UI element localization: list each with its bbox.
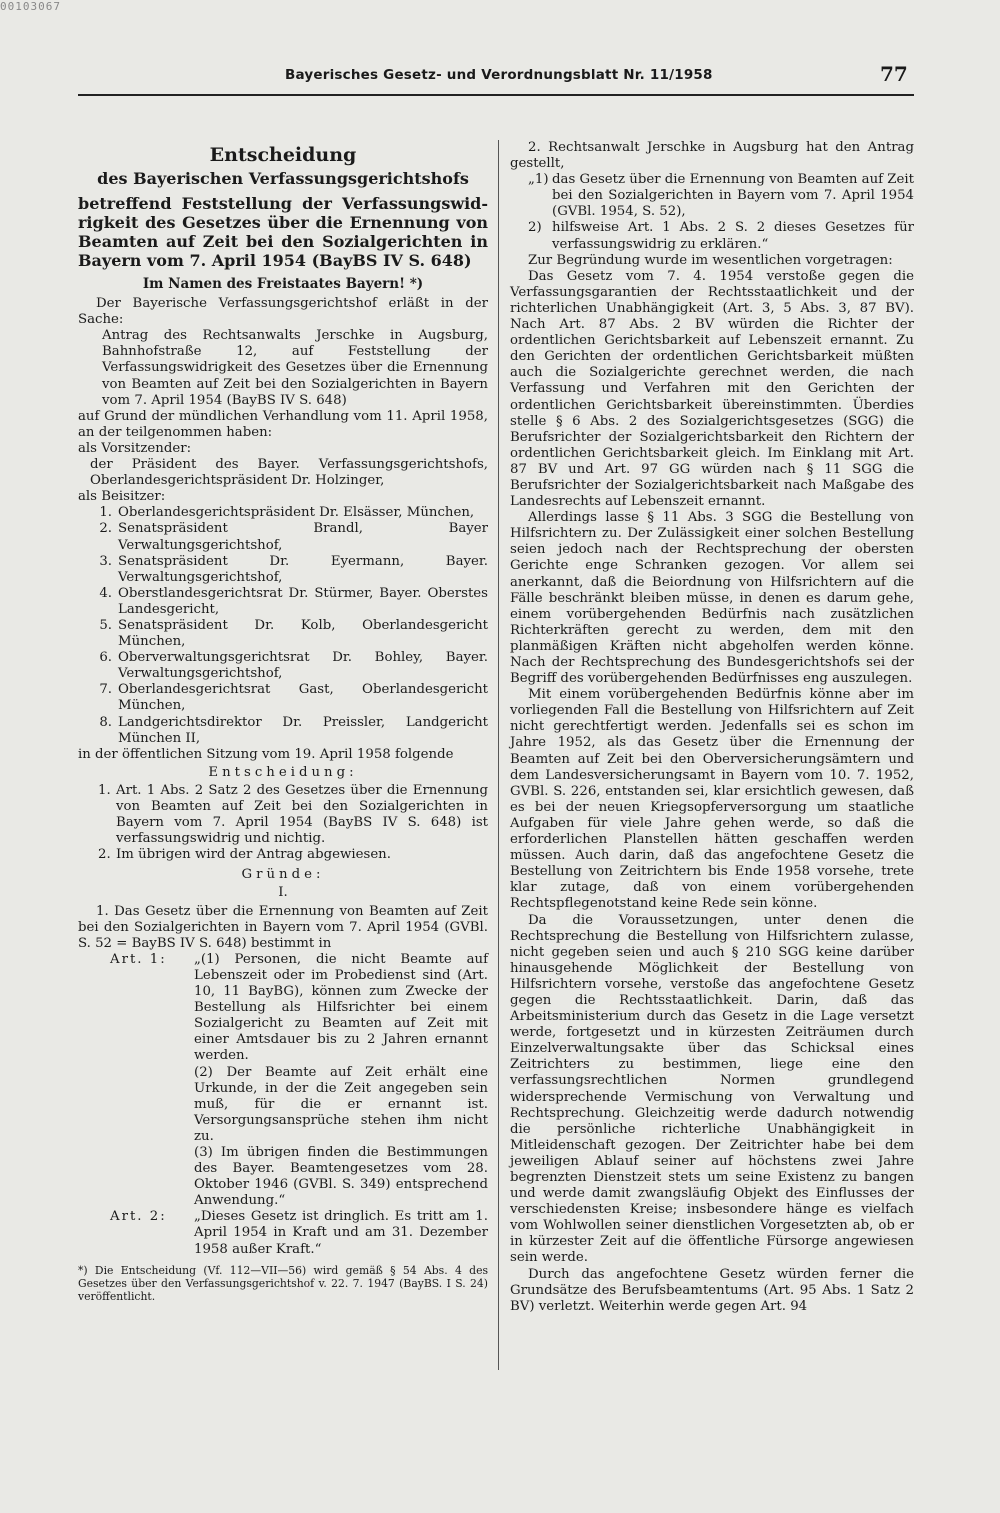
column-divider (498, 140, 499, 1370)
section-number: I. (278, 885, 288, 901)
list-item: 2) hilfsweise Art. 1 Abs. 2 S. 2 dieses Gesetzes für verfassungswidrig zu erklären.“ (528, 220, 914, 252)
article-1 (78, 952, 488, 1210)
body-paragraph: Allerdings lasse § 11 Abs. 3 SGG die Bestellung von Hilfsrichtern zu. Der Zulässigkeit einer solchen Bestellung seien jedoch nach der Rechtsprechung der obersten Gerichte enge Schranken gezogen. Vor allem sei anerkannt, daß die Beiordnung von Hilfsrichtern auf die Fälle beschränkt bleiben müsse, in denen es darum gehe, einem vorübergehenden Bedürfnis nach zusätzlichen Richterkräften gerecht zu werden, dem mit den planmäßigen Kräften nicht abgeholfen werden könne. Nach der Rechtsprechung des Bundesgerichtshofs sei der Begriff des vorübergehenden Bedürfnisses eng auszulegen. (510, 510, 914, 687)
members-list (78, 505, 488, 746)
left-column (78, 140, 488, 1303)
running-title: Bayerisches Gesetz- und Verordnungsblatt Nr. 11/1958 (285, 67, 713, 83)
article-label: Art. 2: (110, 1209, 167, 1225)
list-item: 5. Senatspräsident Dr. Kolb, Oberlandesgericht München, (99, 617, 488, 650)
body-paragraph: Da die Voraussetzungen, unter denen die Rechtsprechung die Bestellung von Hilfsrichtern zulasse, nicht gegeben seien und auch § 210 SGG keine darüber hinausgehende Möglichkeit der Bestellung von Hilfsrichtern vorsehe, verstoße das angefochtene Gesetz gegen die Rechtsstaatlichkeit. Darin, daß das Arbeitsministerium durch das Gesetz in die Lage versetzt werde, fortgesetzt und in kürzesten Zeiträumen durch Einzelverwaltungsakte über das Schicksal eines Zeitrichters zu bestimmen, liege eine den verfassungsrechtlichen Normen grundlegend widersprechende Vermischung von Verwaltung und Rechtsprechung. Gleichzeitig werde dadurch notwendig die persönliche richterliche Unabhängigkeit in Mitleidenschaft gezogen. Der Zeitrichter habe bei dem jeweiligen Ablauf seiner auf höchstens zwei Jahre begrenzten Dienstzeit stets um seine Existenz zu bangen und werde damit zwangsläufig Objekt des Einflusses der verschiedensten Kreise; insbesondere hänge es vielfach vom Wohlwollen seiner dienstlichen Vorgesetzten ab, ob er in kürzester Zeit auf die öffentliche Fürsorge angewiesen sein werde. (510, 912, 914, 1266)
request-intro: 2. Rechtsanwalt Jerschke in Augsburg hat den Antrag gestellt, (510, 140, 914, 172)
reasons-intro: 1. Das Gesetz über die Ernennung von Beamten auf Zeit bei den Sozialgerichten in Bayern vom 7. April 1954 (GVBl. S. 52 = BayBS IV S. 648) bestimmt in (78, 903, 488, 951)
entscheidung-heading: Entscheidung: (208, 764, 358, 780)
body-paragraph: Mit einem vorübergehenden Bedürfnis könne aber im vorliegenden Fall die Bestellung von Hilfsrichtern auf Zeit nicht gerechtfertigt werden. Jedenfalls sei es schon im Jahre 1952, als das Gesetz über die Ernennung der Beamten auf Zeit bei den Oberversicherungsämtern und dem Landesversicherungsamt in Bayern vom 10. 7. 1952, GVBl. S. 226, entstanden sei, klar ersichtlich gewesen, daß es bei der neuen Kriegsopferversorgung um staatliche Aufgaben für viele Jahre gehen werde, so daß die erforderlichen Planstellen hätten geschaffen werden müssen. Auch darin, daß das angefochtene Gesetz die Bestellung von Zeitrichtern bis Ende 1958 vorsehe, trete klar zutage, daß von einem vorübergehenden Rechtspflegenotstand keine Rede sein könne. (510, 687, 914, 912)
article-paragraph: (2) Der Beamte auf Zeit erhält eine Urkunde, in der die Zeit angegeben sein muß, für die er ernannt ist. Versorgungsansprüche stehen ihm nicht zu. (194, 1064, 488, 1144)
decision-subject (78, 194, 488, 270)
list-item: 1. Art. 1 Abs. 2 Satz 2 des Gesetzes über die Ernennung von Beamten auf Zeit bei den Sozialgerichten in Bayern vom 7. April 1954 (BayBS IV S. 648) ist verfassungswidrig und nichtig. (98, 782, 488, 847)
archive-mark: 00103067 (0, 0, 61, 13)
intro-text: Der Bayerische Verfassungsgerichtshof erläßt in der Sache: (78, 296, 488, 328)
session-text: in der öffentlichen Sitzung vom 19. April 1958 folgende (78, 746, 454, 762)
body-paragraph: Das Gesetz vom 7. 4. 1954 verstoße gegen die Verfassungsgarantien der Rechtsstaatlichkeit und der richterlichen Unabhängigkeit (Art. 3, 5 Abs. 3, 87 BV). Nach Art. 87 Abs. 2 BV würden die Richter der ordentlichen Gerichtsbarkeit auf Lebenszeit ernannt. Zu den Gerichten der ordentlichen Gerichtsbarkeit müßten auch die Sozialgerichte gerechnet werden, die nach Verfassung und Verfahren mit den Gerichten der ordentlichen Gerichtsbarkeit übereinstimmten. Überdies stelle § 6 Abs. 2 des Sozialgerichtsgesetzes (SGG) die Berufsrichter der Sozialgerichtsbarkeit den Richtern der ordentlichen Gerichtsbarkeit gleich. Im Einklang mit Art. 87 BV und Art. 97 GG würden nach § 11 SGG die Berufsrichter der Sozialgerichtsbarkeit nach Maßgabe des Landesrechts auf Lebenszeit ernannt. (510, 268, 914, 510)
list-item: 6. Oberverwaltungsgerichtsrat Dr. Bohley, Bayer. Verwaltungsgerichtshof, (99, 650, 488, 682)
subject-line: rigkeit des Gesetzes über die Ernennung von (78, 213, 488, 232)
list-item: 1. Oberlandesgerichtspräsident Dr. Elsässer, München, (99, 505, 475, 521)
list-item: 7. Oberlandesgerichtsrat Gast, Oberlandesgericht München, (99, 682, 488, 714)
subject-line: betreffend Feststellung der Verfassungswid- (78, 194, 488, 213)
body-paragraph: Durch das angefochtene Gesetz würden ferner die Grundsätze des Berufsbeamtentums (Art. 95 Abs. 1 Satz 2 BV) verletzt. Weiterhin werde gegen Art. 94 (510, 1266, 914, 1314)
article-2 (78, 1209, 488, 1257)
footnote: *) Die Entscheidung (Vf. 112—VII—56) wird gemäß § 54 Abs. 4 des Gesetzes über den Verfassungsgerichtshof v. 22. 7. 1947 (BayBS. I S. 24) veröffentlicht. (78, 1263, 488, 1303)
list-item: „1) das Gesetz über die Ernennung von Beamten auf Zeit bei den Sozialgerichten in Bayern vom 7. April 1954 (GVBl. 1954, S. 52), (528, 172, 914, 220)
in-name-of-people: Im Namen des Freistaates Bayern! *) (142, 276, 424, 292)
right-column (510, 140, 914, 1315)
rulings-list (78, 783, 488, 863)
list-item: 2. Senatspräsident Brandl, Bayer Verwaltungsgerichtshof, (99, 521, 488, 553)
requests-list (510, 172, 914, 252)
list-item: 8. Landgerichtsdirektor Dr. Preissler, Landgericht München II, (99, 714, 488, 746)
page-number: 77 (880, 62, 908, 86)
article-paragraph: „(1) Personen, die nicht Beamte auf Lebenszeit oder im Probedienst sind (Art. 10, 11 BayBG), können zum Zwecke der Bestellung als Hilfsrichter bei einem Sozialgericht zu Beamten auf Zeit mit einer Amtsdauer bis zu 2 Jahren ernannt werden. (194, 951, 488, 1064)
assessors-label: als Beisitzer: (78, 489, 166, 505)
chair-label: als Vorsitzender: (78, 440, 192, 456)
gruende-heading: Gründe: (241, 867, 325, 883)
article-paragraph: (3) Im übrigen finden die Bestimmungen des Bayer. Beamtengesetzes vom 28. Oktober 1946 (GVBl. S. 349) entsprechend Anwendung.“ (194, 1144, 488, 1209)
decision-title: Entscheidung (209, 144, 357, 166)
subject-line: Beamten auf Zeit bei den Sozialgerichten in (78, 232, 488, 251)
header-rule (78, 94, 914, 96)
article-paragraph: „Dieses Gesetz ist dringlich. Es tritt am 1. April 1954 in Kraft und am 31. Dezember 1958 außer Kraft.“ (194, 1209, 488, 1257)
court-subtitle: des Bayerischen Verfassungsgerichtshofs (97, 169, 469, 188)
list-item: 4. Oberstlandesgerichtsrat Dr. Stürmer, Bayer. Oberstes Landesgericht, (99, 585, 488, 617)
hearing-text: auf Grund der mündlichen Verhandlung vom 11. April 1958, an der teilgenommen haben: (78, 408, 488, 440)
reasoning-intro: Zur Begründung wurde im wesentlichen vorgetragen: (528, 252, 893, 268)
subject-line: Bayern vom 7. April 1954 (BayBS IV S. 648) (78, 251, 472, 270)
article-label: Art. 1: (110, 951, 167, 967)
list-item: 3. Senatspräsident Dr. Eyermann, Bayer. Verwaltungsgerichtshof, (99, 553, 488, 585)
chair-text: der Präsident des Bayer. Verfassungsgerichtshofs, Oberlandesgerichtspräsident Dr. Holzinger, (90, 457, 488, 489)
motion-text: Antrag des Rechtsanwalts Jerschke in Augsburg, Bahnhofstraße 12, auf Feststellung der Verfassungswidrigkeit des Gesetzes über die Ernennung von Beamten auf Zeit bei den Sozialgerichten in Bayern vom 7. April 1954 (BayBS IV S. 648) (102, 328, 488, 408)
list-item: 2. Im übrigen wird der Antrag abgewiesen. (98, 847, 391, 863)
